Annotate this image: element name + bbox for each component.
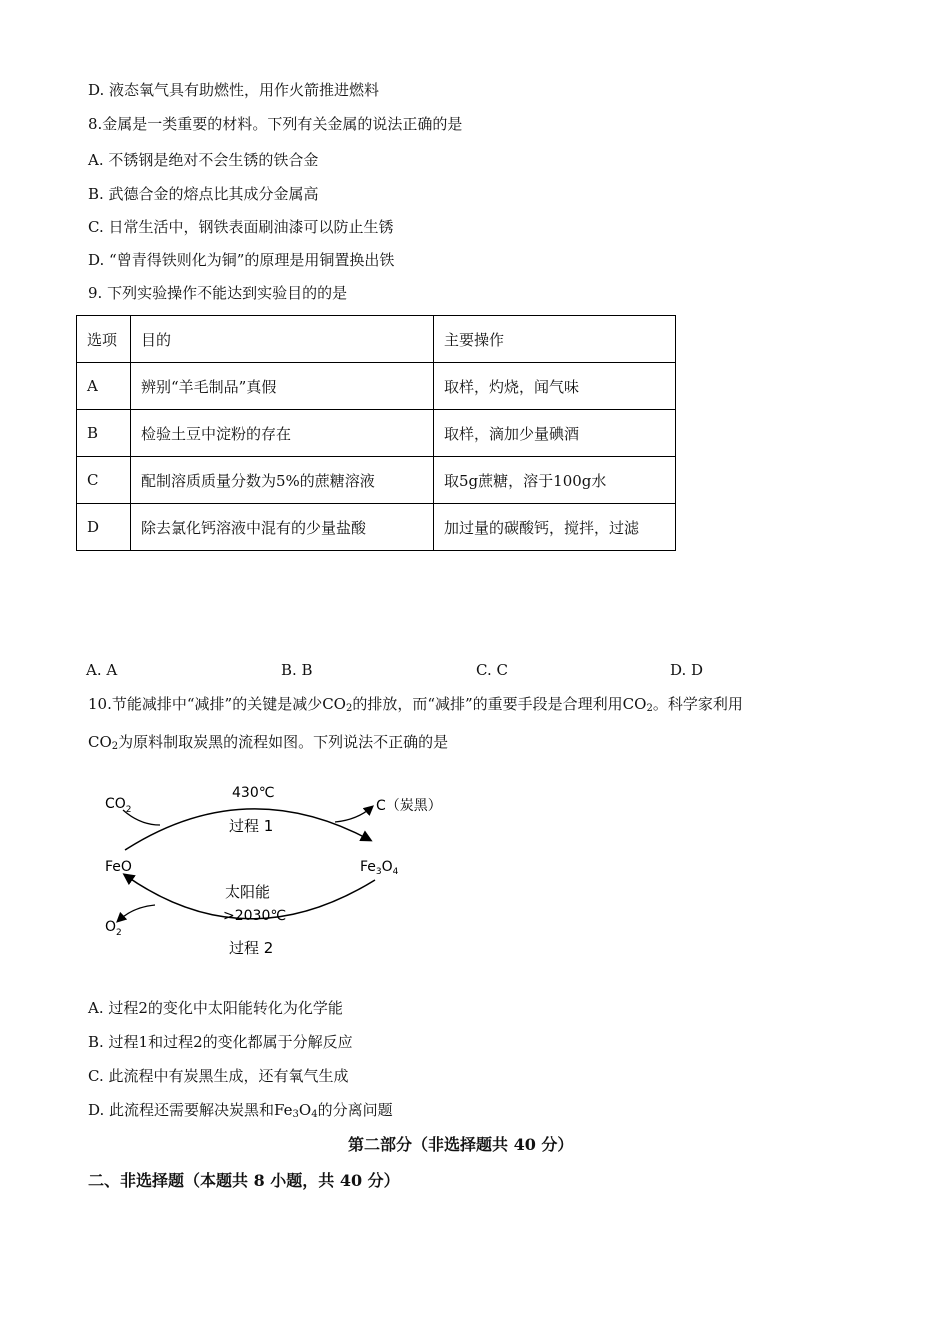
table-cell: 检验土豆中淀粉的存在 [131, 410, 434, 457]
table-row [77, 504, 676, 551]
table-row [77, 363, 676, 410]
table-cell: B [77, 410, 131, 457]
table-header-cell: 主要操作 [434, 316, 676, 363]
q10-option-b: B. 过程1和过程2的变化都属于分解反应 [88, 1033, 353, 1051]
table-cell: C [77, 457, 131, 504]
q8-option-c: C. 日常生活中，钢铁表面刷油漆可以防止生锈 [88, 218, 394, 236]
q9-option-a: A. A [86, 661, 118, 679]
table-cell: 辨别“羊毛制品”真假 [131, 363, 434, 410]
table-header-cell: 目的 [131, 316, 434, 363]
table-cell: 取样，滴加少量碘酒 [434, 410, 676, 457]
carbon-black-label: C（炭黑） [376, 798, 442, 814]
temp-430-label: 430℃ [232, 785, 275, 801]
table-cell: 配制溶质质量分数为5%的蔗糖溶液 [131, 457, 434, 504]
part2-title: 第二部分（非选择题共 40 分） [348, 1135, 574, 1154]
feo-label: FeO [105, 859, 132, 875]
q10-option-c: C. 此流程中有炭黑生成，还有氧气生成 [88, 1067, 349, 1085]
q9-option-b: B. B [281, 661, 313, 679]
table-cell: D [77, 504, 131, 551]
table-cell: 取5g蔗糖，溶于100g水 [434, 457, 676, 504]
o2-label: $O_2$ [105, 919, 122, 938]
q7-option-d: D. 液态氧气具有助燃性，用作火箭推进燃料 [88, 81, 380, 99]
temp-2030-label: >2030℃ [223, 908, 287, 924]
q10-option-d: D. 此流程还需要解决炭黑和$Fe_3O_4$的分离问题 [88, 1101, 393, 1120]
table-cell: 除去氯化钙溶液中混有的少量盐酸 [131, 504, 434, 551]
o2-output-arrow [118, 905, 155, 921]
q8-option-d: D. “曾青得铁则化为铜”的原理是用铜置换出铁 [88, 251, 395, 269]
table-cell: A [77, 363, 131, 410]
solar-energy-label: 太阳能 [225, 883, 271, 901]
q9-option-d: D. D [670, 661, 704, 679]
fe3o4-label: $Fe_3O_4$ [360, 859, 399, 877]
process1-label: 过程 1 [229, 817, 274, 835]
table-header-row [77, 316, 676, 363]
q9-option-c: C. C [476, 661, 508, 679]
q10-stem-line2: $CO_2$为原料制取炭黑的流程如图。下列说法不正确的是 [88, 733, 449, 752]
section-heading: 二、非选择题（本题共 8 小题，共 40 分） [88, 1171, 400, 1190]
table-cell: 取样，灼烧，闻气味 [434, 363, 676, 410]
carbon-output-arrow [335, 807, 372, 822]
q8-option-a: A. 不锈钢是绝对不会生锈的铁合金 [88, 151, 319, 169]
q9-table [76, 315, 676, 551]
q9-stem: 9. 下列实验操作不能达到实验目的的是 [88, 284, 348, 302]
q8-option-b: B. 武德合金的熔点比其成分金属高 [88, 185, 319, 203]
process2-label: 过程 2 [229, 939, 274, 957]
table-row [77, 457, 676, 504]
table-header-cell: 选项 [77, 316, 131, 363]
table-cell: 加过量的碳酸钙，搅拌，过滤 [434, 504, 676, 551]
q8-stem: 8.金属是一类重要的材料。下列有关金属的说法正确的是 [88, 115, 463, 133]
carbon-black-flow-diagram [95, 775, 475, 965]
q10-option-a: A. 过程2的变化中太阳能转化为化学能 [88, 999, 343, 1017]
q10-stem-line1: 10.节能减排中“减排”的关键是减少$CO_2$的排放，而“减排”的重要手段是合理利用$CO_2$。科学家利用 [88, 695, 743, 714]
table-row [77, 410, 676, 457]
co2-label: $CO_2$ [105, 796, 132, 815]
